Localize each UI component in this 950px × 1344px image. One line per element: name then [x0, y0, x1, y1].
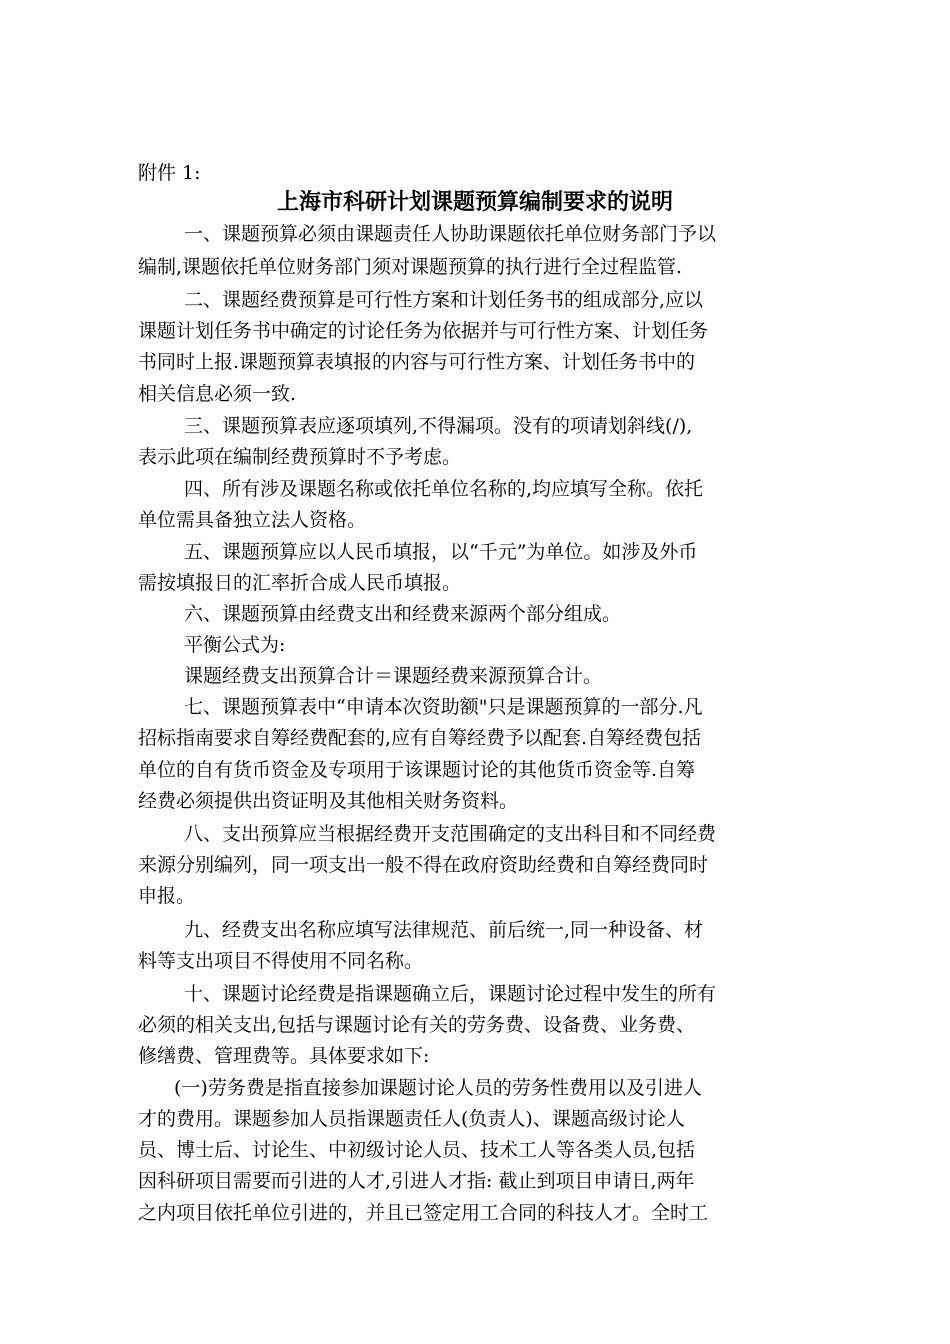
paragraph-line: 料等支出项目不得使用不同名称。	[138, 950, 424, 972]
paragraph-line: 表示此项在编制经费预算时不予考虑。	[138, 446, 462, 468]
attachment-label: 附件 1:	[138, 162, 201, 184]
paragraph-line: 修缮费、管理费等。具体要求如下:	[138, 1045, 430, 1067]
paragraph-line: 单位需具备独立法人资格。	[138, 509, 367, 531]
paragraph-line: 招标指南要求自筹经费配套的,应有自筹经费予以配套.自筹经费包括	[138, 727, 702, 749]
paragraph-line: 相关信息必须一致.	[138, 383, 297, 405]
paragraph-line: 平衡公式为:	[184, 634, 286, 656]
paragraph-line: 八、支出预算应当根据经费开支范围确定的支出科目和不同经费	[184, 823, 717, 845]
paragraph-line: 编制,课题依托单位财务部门须对课题预算的执行进行全过程监管.	[138, 256, 683, 278]
paragraph-line: 三、课题预算表应逐项填列,不得漏项。没有的项请划斜线(/),	[184, 415, 693, 437]
document-title: 上海市科研计划课题预算编制要求的说明	[276, 190, 673, 215]
paragraph-line: 申报。	[138, 885, 196, 907]
paragraph-line: 五、课题预算应以人民币填报，以“千元”为单位。如涉及外币	[184, 541, 698, 563]
paragraph-line: 因科研项目需要而引进的人才,引进人才指: 截止到项目申请日,两年	[138, 1170, 695, 1192]
paragraph-line: 之内项目依托单位引进的，并且已签定用工合同的科技人才。全时工	[138, 1202, 709, 1224]
paragraph-line: 七、课题预算表中“申请本次资助额"只是课题预算的一部分.凡	[184, 696, 703, 718]
paragraph-line: 员、博士后、讨论生、中初级讨论人员、技术工人等各类人员,包括	[138, 1139, 696, 1161]
paragraph-line: 一、课题预算必须由课题责任人协助课题依托单位财务部门予以	[184, 223, 717, 245]
paragraph-line: (一)劳务费是指直接参加课题讨论人员的劳务性费用以及引进人	[174, 1077, 702, 1099]
paragraph-line: 十、课题讨论经费是指课题确立后，课题讨论过程中发生的所有	[184, 983, 717, 1005]
paragraph-line: 必须的相关支出,包括与课题讨论有关的劳务费、设备费、业务费、	[138, 1014, 696, 1036]
paragraph-line: 需按填报日的汇率折合成人民币填报。	[138, 572, 462, 594]
paragraph-line: 书同时上报.课题预算表填报的内容与可行性方案、计划任务书中的	[138, 351, 696, 373]
paragraph-line: 来源分别编列，同一项支出一般不得在政府资助经费和自筹经费同时	[138, 854, 709, 876]
paragraph-line: 六、课题预算由经费支出和经费来源两个部分组成。	[184, 603, 622, 625]
paragraph-line: 单位的自有货币资金及专项用于该课题讨论的其他货币资金等.自筹	[138, 759, 696, 781]
paragraph-line: 九、经费支出名称应填写法律规范、前后统一,同一种设备、材	[184, 919, 704, 941]
paragraph-line: 二、课题经费预算是可行性方案和计划任务书的组成部分,应以	[184, 289, 704, 311]
paragraph-line: 四、所有涉及课题名称或依托单位名称的,均应填写全称。依托	[184, 478, 704, 500]
paragraph-line: 课题计划任务书中确定的讨论任务为依据并与可行性方案、计划任务	[138, 320, 709, 342]
paragraph-line: 课题经费支出预算合计＝课题经费来源预算合计。	[184, 665, 603, 687]
paragraph-line: 才的费用。课题参加人员指课题责任人(负责人)、课题高级讨论人	[138, 1108, 685, 1130]
paragraph-line: 经费必须提供出资证明及其他相关财务资料。	[138, 790, 519, 812]
